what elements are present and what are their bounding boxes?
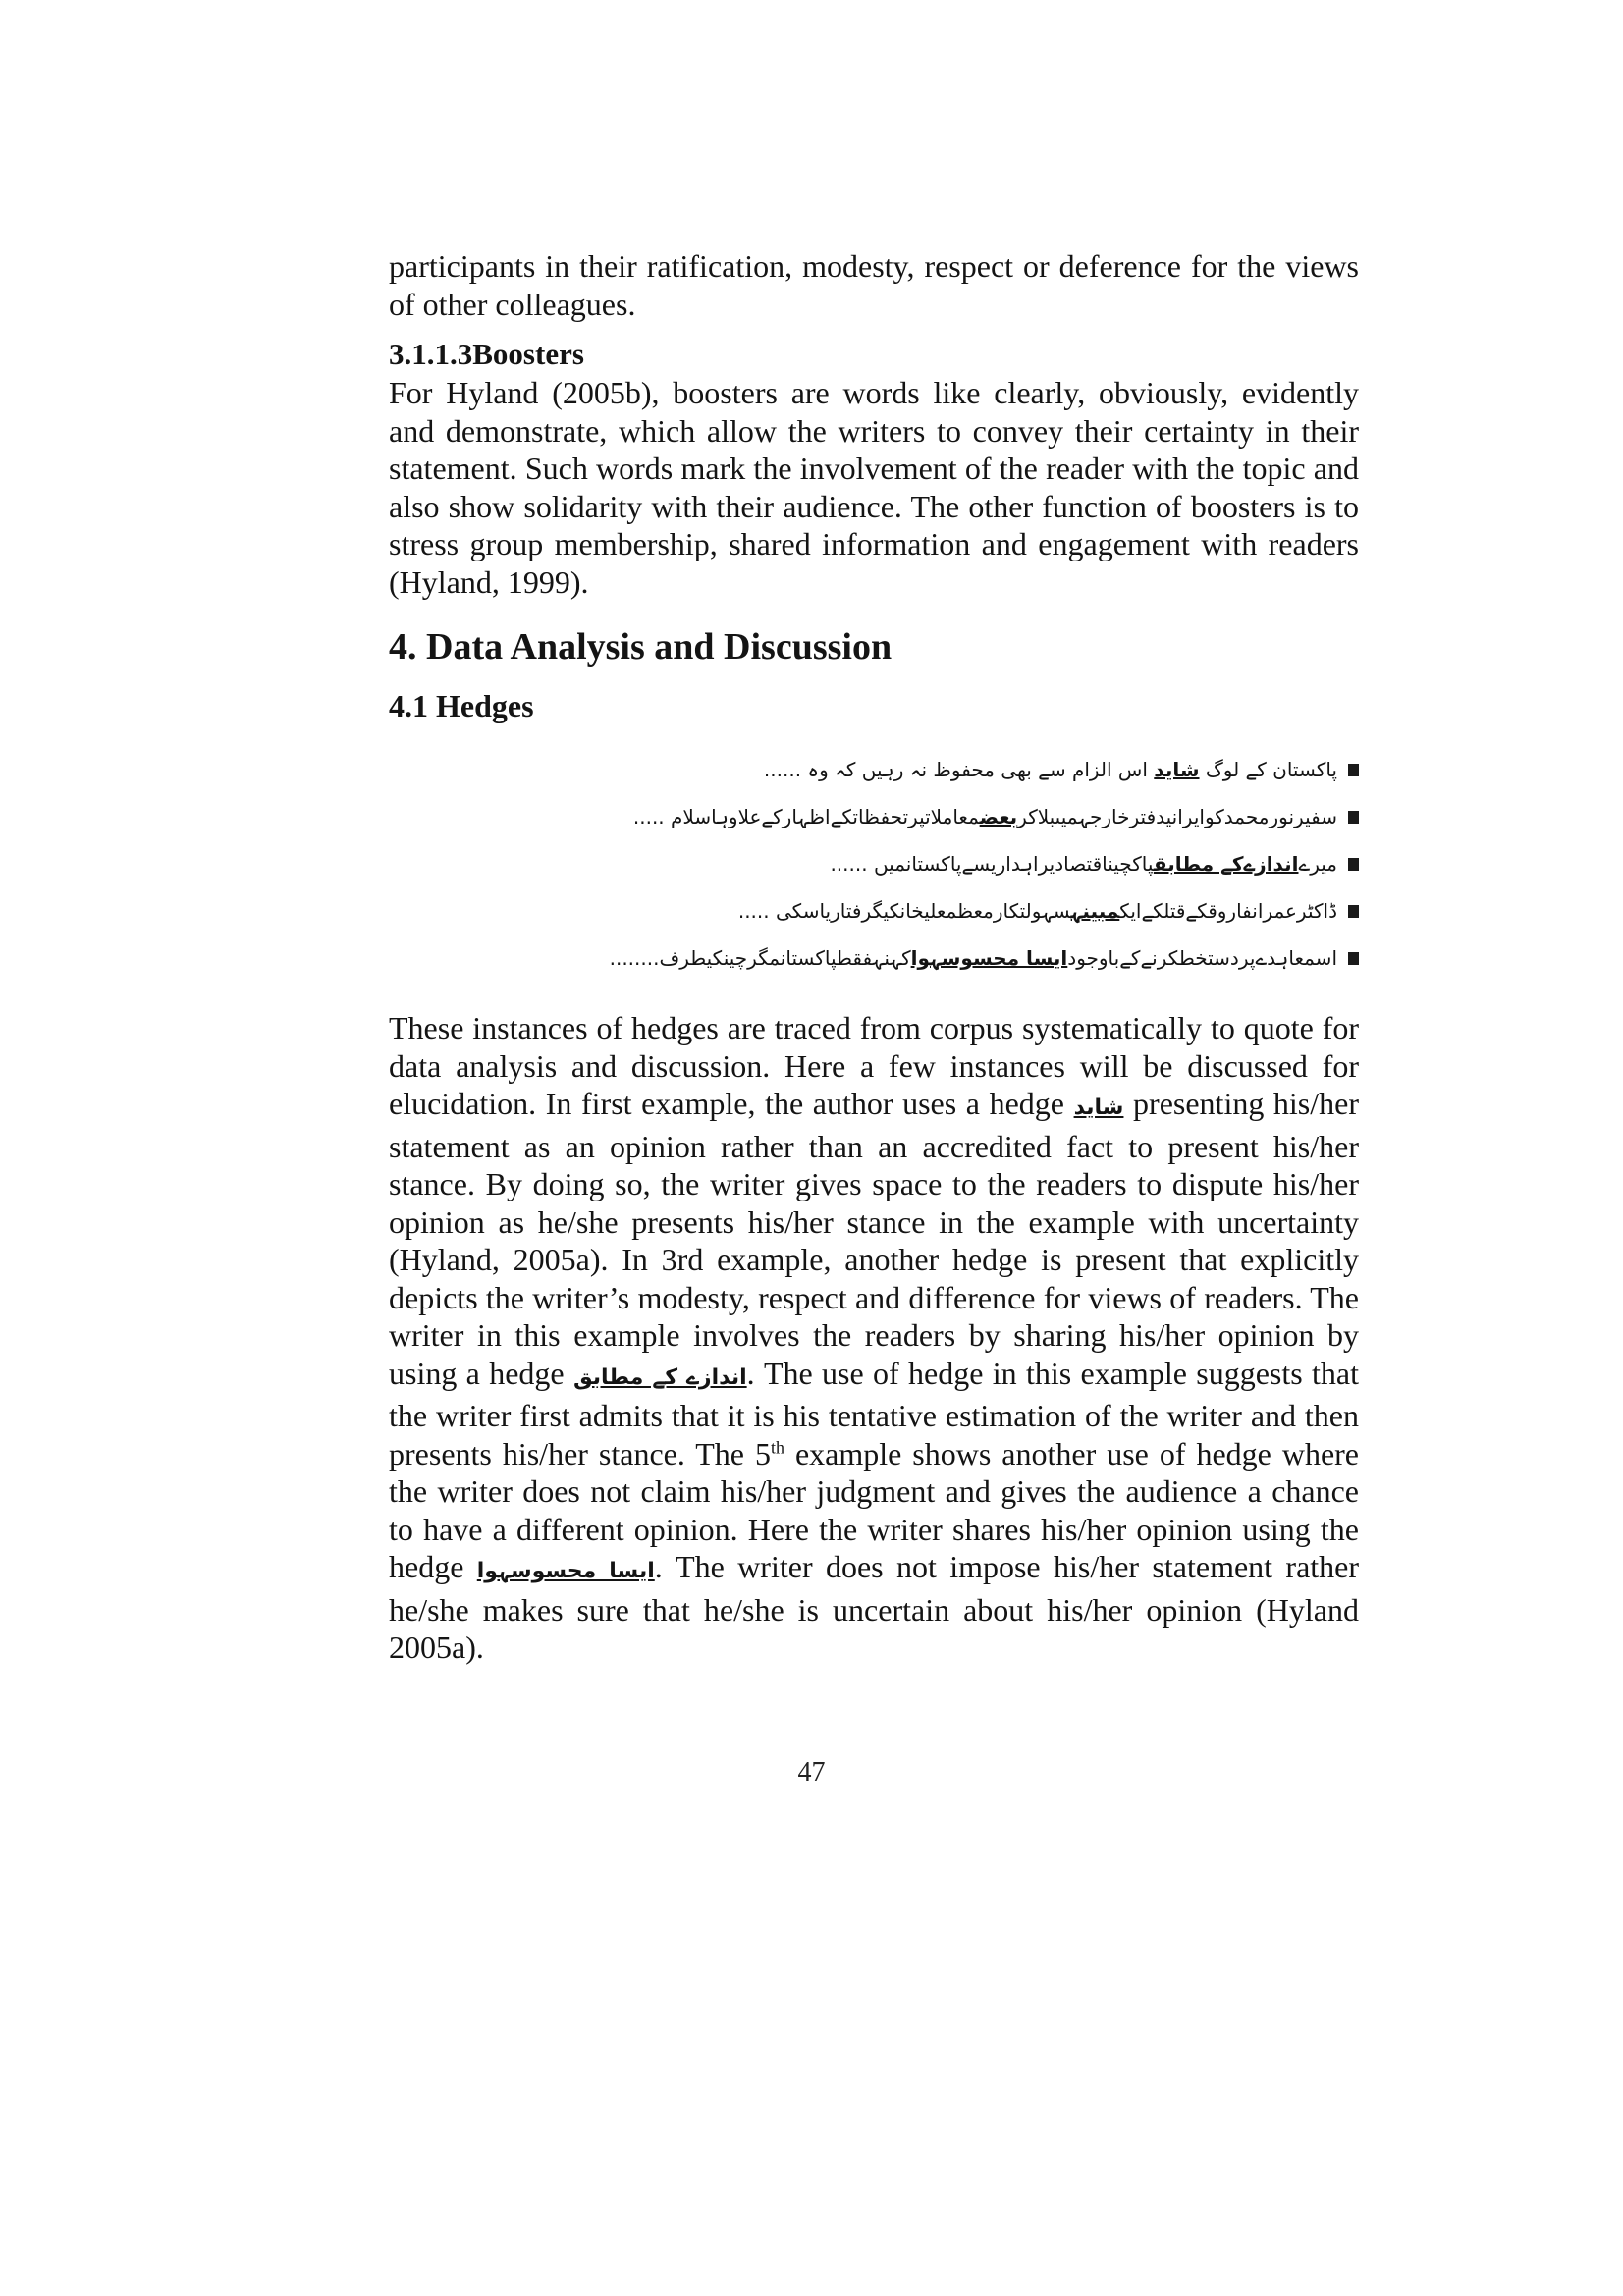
- discussion-text: These instances of hedges are traced from corpus systematically to quote for data analysis and discussion. Here a few instances will be discussed for elucidation. In first example, the author uses a hedge: [389, 1010, 1359, 1121]
- urdu-example-5: [389, 934, 1359, 982]
- urdu-example-text: [610, 946, 1337, 970]
- square-bullet-icon: [1348, 811, 1359, 824]
- square-bullet-icon: [1348, 952, 1359, 965]
- inline-urdu-hedge: شاید: [1073, 1095, 1124, 1120]
- boosters-heading: 3.1.1.3Boosters: [389, 337, 584, 371]
- example-text-after: معاملاتپرتحفظاتکےاظہارکےعلاوہاسلام .....: [632, 805, 980, 828]
- discussion-paragraph: [389, 1009, 1359, 1667]
- urdu-example-3: [389, 840, 1359, 887]
- example-hedge-keyword: مبینہ: [1070, 899, 1120, 923]
- discussion-text: presenting his/her statement as an opinion rather than an accredited fact to present his/her stance. By doing so, the writer gives space to the readers to dispute his/her opinion as he/she presents his/her stance in the example with uncertainty (Hyland, 2005a). In 3rd example, another hedge is present that explicitly depicts the writer’s modesty, respect and difference for views of readers. The writer in this example involves the readers by sharing his/her opinion by using a hedge: [389, 1086, 1360, 1391]
- inline-urdu-hedge: اندازے کے مطابق: [572, 1364, 747, 1390]
- square-bullet-icon: [1348, 905, 1359, 918]
- example-text-after: سہولتکارمعظمعلیخانکیگرفتاریاسکی .....: [737, 899, 1071, 923]
- example-hedge-keyword: ایسا محسوسہوا: [910, 946, 1068, 970]
- urdu-example-text: [738, 899, 1337, 923]
- example-text-before: میرے: [1298, 852, 1337, 876]
- example-text-after: پاکچیناقتصادیراہداریسےپاکستانمیں ......: [830, 852, 1154, 876]
- example-text-before: سفیرنورمحمدکوایرانیدفترخارجہمیںبلاکر: [1017, 805, 1337, 828]
- page-content: [389, 247, 1359, 1667]
- urdu-example-4: [389, 887, 1359, 934]
- page-number: 47: [797, 1757, 826, 1788]
- ordinal-superscript: th: [770, 1436, 784, 1457]
- subsection-heading: 4.1 Hedges: [389, 688, 534, 723]
- urdu-example-1: [389, 746, 1359, 793]
- urdu-example-text: [633, 805, 1337, 828]
- example-text-before: پاکستان کے لوگ: [1199, 758, 1337, 781]
- intro-paragraph: participants in their ratification, modesty, respect or deference for the views of other colleagues.: [389, 248, 1359, 322]
- discussion-text: . The writer does not impose his/her statement rather he/she makes sure that he/she is uncertain about his/her opinion (Hyland 2005a).: [389, 1549, 1360, 1665]
- example-hedge-keyword: بعض: [979, 805, 1018, 828]
- boosters-paragraph: For Hyland (2005b), boosters are words like clearly, obviously, evidently and demonstrate, which allow the writers to convey their certainty in their statement. Such words mark the involvement of the reader with the topic and also show solidarity with their audience. The other function of boosters is to stress group membership, shared information and engagement with readers (Hyland, 1999).: [389, 375, 1359, 600]
- inline-urdu-hedge: ایسا محسوسہوا: [476, 1559, 655, 1583]
- example-hedge-keyword: اندازےکے مطابق: [1153, 852, 1299, 876]
- example-text-before: ڈاکٹرعمرانفاروقکےقتلکےایک: [1119, 899, 1337, 923]
- discussion-text: . The use of hedge in this example suggests that the writer first admits that it is his tentative estimation of the writer and then presents his/her stance. The 5: [389, 1355, 1360, 1471]
- urdu-example-text: [764, 758, 1337, 781]
- example-text-after: کہنہفقطپاکستانمگرچینکیطرف........: [609, 946, 911, 970]
- urdu-examples-list: [389, 746, 1359, 982]
- example-text-after: اس الزام سے بھی محفوظ نہ رہیں کہ وہ ......: [763, 758, 1155, 781]
- example-hedge-keyword: شاید: [1154, 758, 1200, 781]
- example-text-before: اسمعاہدےپردستخطکرنےکےباوجود: [1067, 946, 1337, 970]
- square-bullet-icon: [1348, 858, 1359, 871]
- urdu-example-text: [830, 852, 1337, 876]
- square-bullet-icon: [1348, 764, 1359, 776]
- urdu-example-2: [389, 793, 1359, 840]
- discussion-text: example shows another use of hedge where the writer does not claim his/her judgment and gives the audience a chance to have a different opinion. Here the writer shares his/her opinion using the hedge: [389, 1435, 1359, 1584]
- section-heading: 4. Data Analysis and Discussion: [389, 626, 893, 667]
